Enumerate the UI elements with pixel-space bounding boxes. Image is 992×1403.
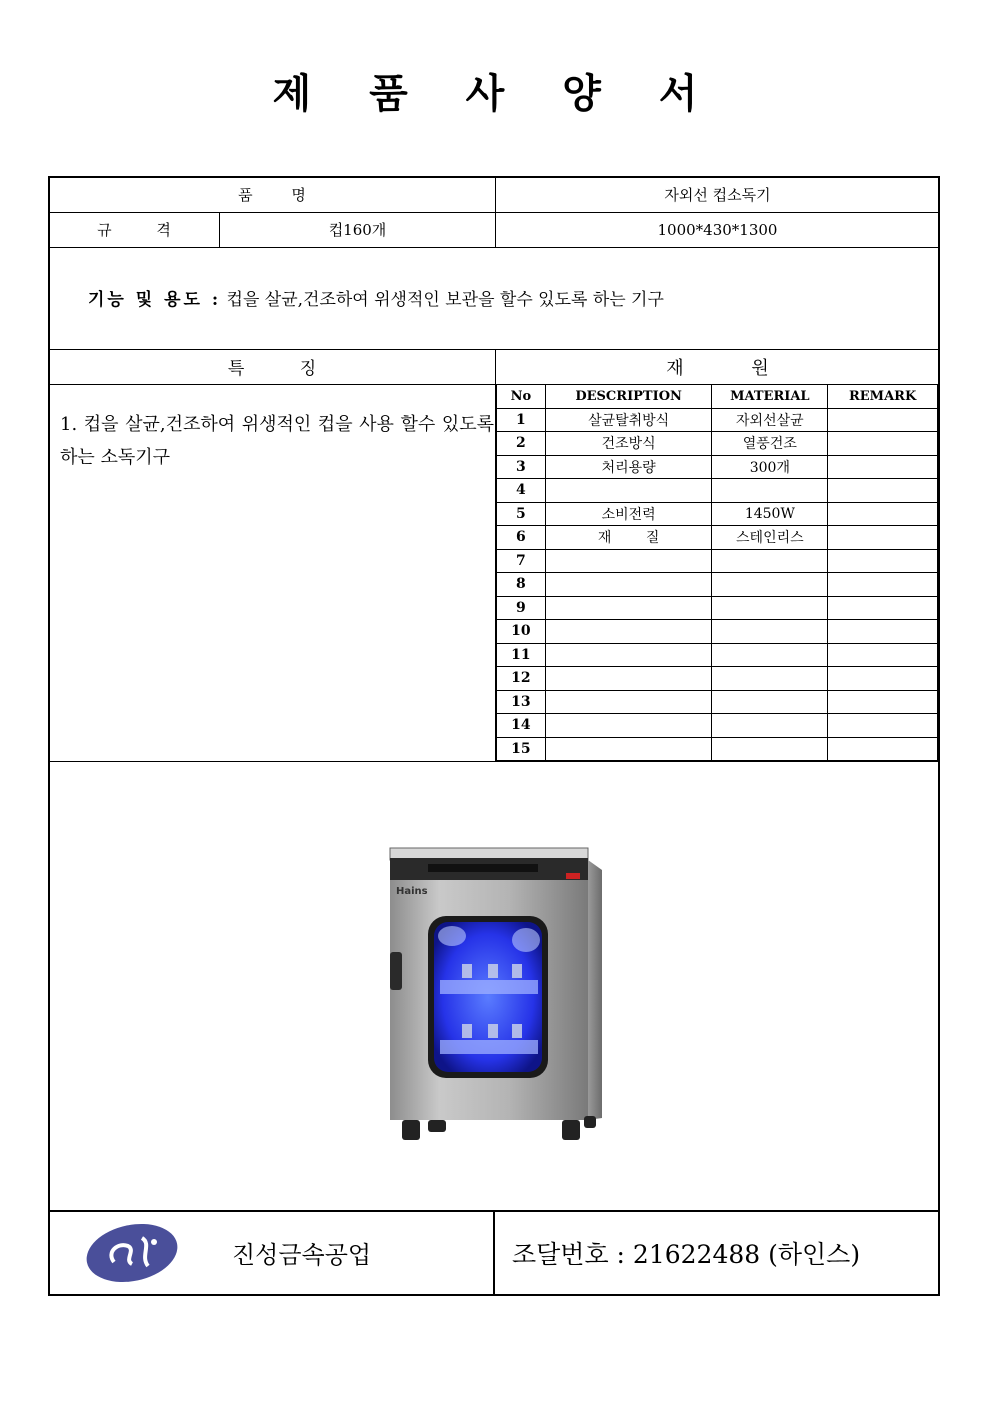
table-row [497,432,938,456]
table-row [497,690,938,714]
specs-header-cell: REMARK [828,385,938,409]
row-description: 소비전력 [545,502,712,526]
row-description [545,479,712,503]
row-remark [828,596,938,620]
specs-header-cell: No [497,385,546,409]
row-remark [828,455,938,479]
row-no: 1 [497,408,546,432]
row-remark [828,502,938,526]
row-remark [828,737,938,761]
row-remark [828,408,938,432]
row-no: 11 [497,643,546,667]
row-material [712,714,828,738]
row-material: 스테인리스 [712,526,828,550]
function-section [88,285,664,310]
row-material [712,643,828,667]
row-no: 2 [497,432,546,456]
table-row [497,737,938,761]
row-remark [828,620,938,644]
row-remark [828,573,938,597]
row-no: 8 [497,573,546,597]
features-label: 특 징 [227,359,317,379]
table-row [497,596,938,620]
specs-header-cell: DESCRIPTION [545,385,712,409]
spec-dimension-value: 1000*430*1300 [657,220,778,239]
row-material: 1450W [712,502,828,526]
row-material: 300개 [712,455,828,479]
row-description [545,573,712,597]
row-material: 열풍건조 [712,432,828,456]
company-logo [84,1222,180,1284]
row-remark [828,432,938,456]
uv-sterilizer-illustration [380,840,610,1145]
row-no: 3 [497,455,546,479]
row-description: 재 질 [545,526,712,550]
table-row [497,455,938,479]
row-no: 5 [497,502,546,526]
row-material [712,573,828,597]
table-row [497,479,938,503]
row-remark [828,479,938,503]
table-row [497,573,938,597]
spec-capacity-value: 컵160개 [328,221,387,239]
table-row [497,408,938,432]
row-description [545,690,712,714]
svg-text:Hains: Hains [396,886,428,897]
row-material [712,690,828,714]
row-description: 살균탈취방식 [545,408,712,432]
row-no: 10 [497,620,546,644]
row-material [712,596,828,620]
row-description [545,549,712,573]
row-description [545,714,712,738]
row-description [545,667,712,691]
specs-label: 재 원 [666,357,769,379]
row-remark [828,526,938,550]
row-no: 13 [497,690,546,714]
row-material [712,620,828,644]
table-row [497,714,938,738]
specs-header-row [497,385,938,409]
row-remark [828,549,938,573]
features-text: 1. 컵을 살균,건조하여 위생적인 컵을 사용 할수 있도록 하는 소독기구 [60,414,494,468]
table-row [497,643,938,667]
row-description [545,596,712,620]
row-description: 건조방식 [545,432,712,456]
product-name-value: 자외선 컵소독기 [664,186,771,204]
spec-label: 규 격 [97,221,171,239]
row-no: 7 [497,549,546,573]
row-no: 15 [497,737,546,761]
specs-header-cell: MATERIAL [712,385,828,409]
row-no: 12 [497,667,546,691]
product-image [380,840,610,1145]
table-row [497,502,938,526]
procurement-number: 조달번호 : 21622488 (하인스) [512,1240,861,1269]
specs-table [496,384,938,761]
table-row [497,620,938,644]
product-name-label: 품 명 [238,186,306,204]
row-no: 9 [497,596,546,620]
row-description [545,620,712,644]
row-material [712,479,828,503]
row-remark [828,714,938,738]
row-no: 6 [497,526,546,550]
function-text: 컵을 살균,건조하여 위생적인 보관을 할수 있도록 하는 기구 [226,290,664,310]
row-material: 자외선살균 [712,408,828,432]
row-remark [828,667,938,691]
company-name: 진성금속공업 [232,1241,372,1269]
table-row [497,667,938,691]
table-row [497,526,938,550]
row-material [712,737,828,761]
row-no: 4 [497,479,546,503]
row-remark [828,690,938,714]
row-material [712,667,828,691]
document-title: 제 품 사 양 서 [272,70,720,117]
row-remark [828,643,938,667]
row-description [545,737,712,761]
row-description [545,643,712,667]
row-material [712,549,828,573]
row-description: 처리용량 [545,455,712,479]
table-row [497,549,938,573]
row-no: 14 [497,714,546,738]
function-label: 기능 및 용도 : [88,290,222,310]
